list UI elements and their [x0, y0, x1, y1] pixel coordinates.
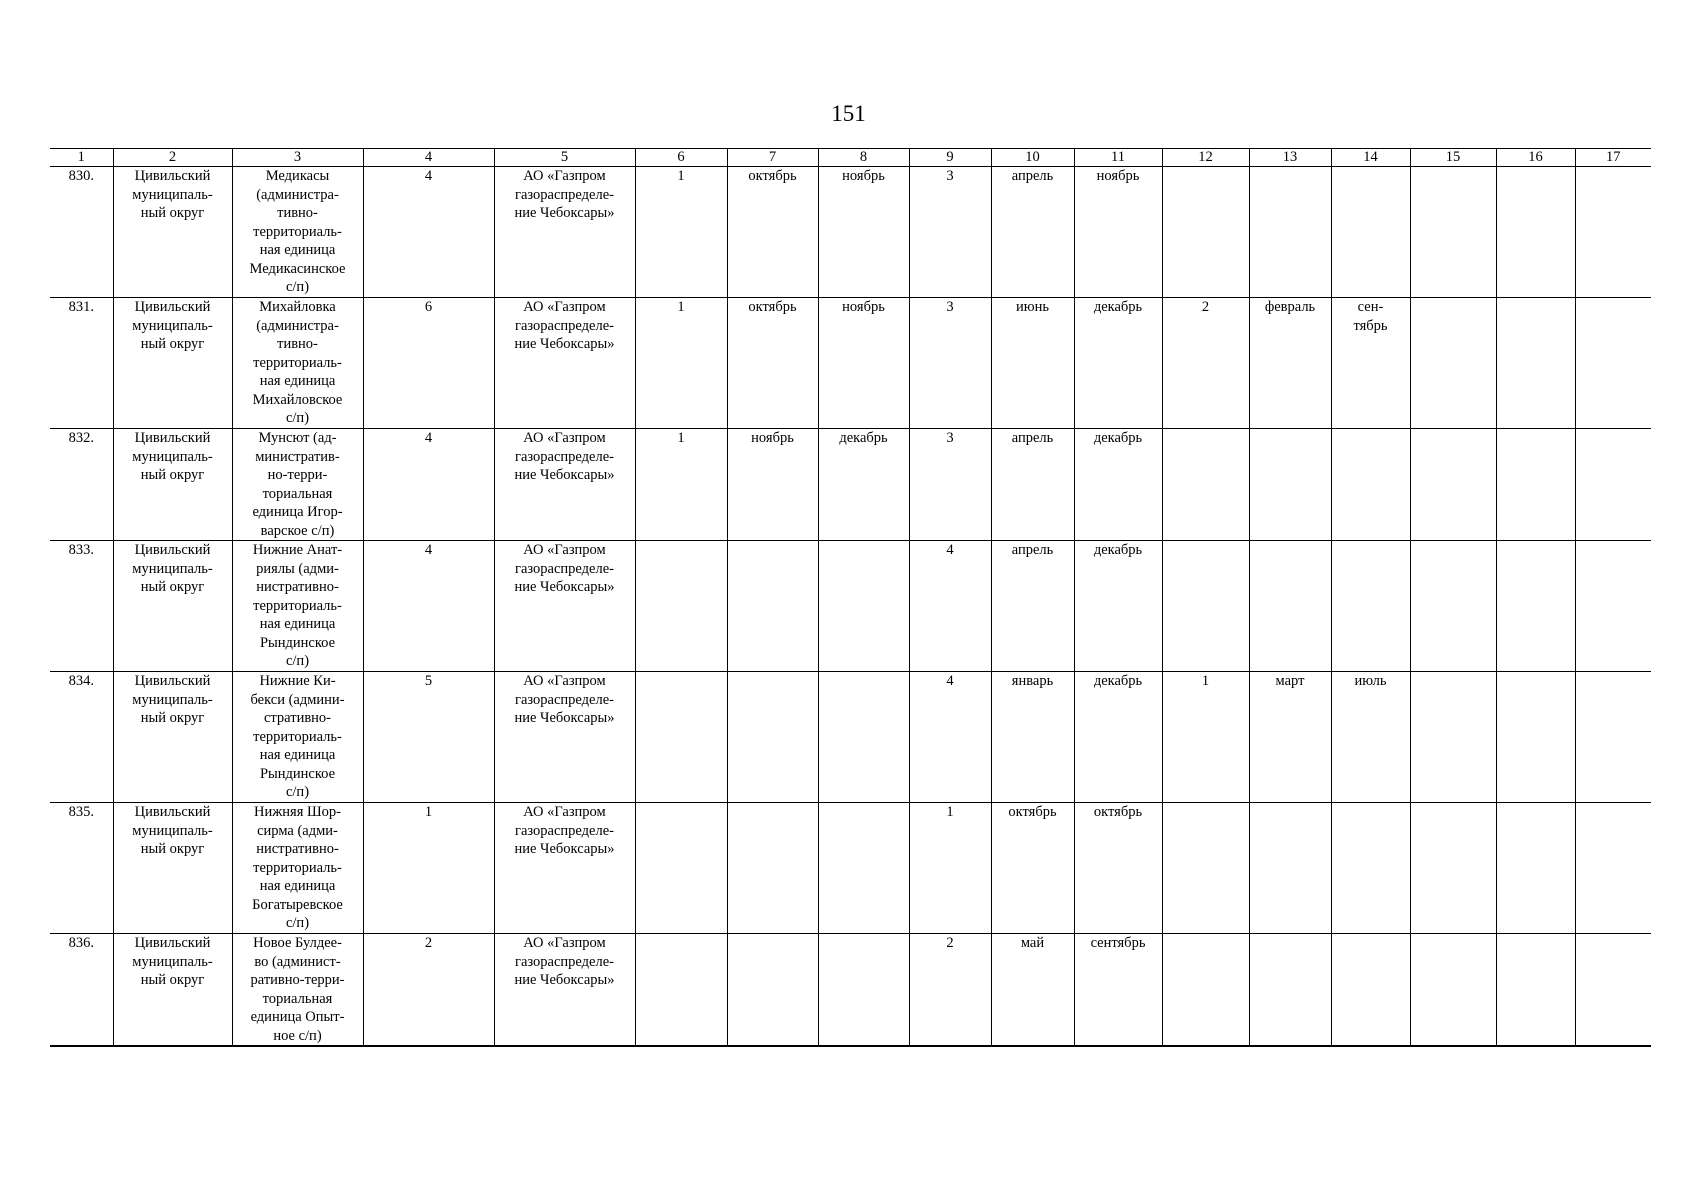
col11-cell — [1074, 541, 1162, 672]
col9-value: 3 — [946, 430, 954, 446]
col6-cell — [635, 298, 727, 429]
col16-cell — [1496, 167, 1575, 298]
col9-value: 3 — [946, 299, 954, 315]
column-header: 1 — [50, 149, 113, 167]
col12-cell — [1162, 934, 1249, 1047]
district-cell — [113, 541, 232, 672]
col16-cell — [1496, 298, 1575, 429]
col16-cell — [1496, 934, 1575, 1047]
col13-cell — [1249, 803, 1331, 934]
operator-cell — [494, 803, 635, 934]
col12-value: 1 — [1201, 673, 1210, 689]
locality-name: Нижняя Шор- сирма (адми- нистративно- территориаль- ная единица Богатыревское с/п) — [252, 804, 343, 931]
column-header: 7 — [727, 149, 818, 167]
col11-value: декабрь — [1093, 542, 1143, 558]
column-header: 11 — [1074, 149, 1162, 167]
locality-name: Нижние Анат- риялы (адми- нистративно- территориаль- ная единица Рындинское с/п) — [252, 542, 343, 669]
locality-cell — [232, 934, 363, 1047]
row-number: 833. — [68, 542, 94, 558]
col13-cell — [1249, 541, 1331, 672]
col8-cell — [818, 672, 909, 803]
operator-name: АО «Газпром газораспределе- ние Чебоксары» — [514, 935, 615, 988]
col10-cell — [991, 672, 1074, 803]
col8-value: ноябрь — [842, 168, 885, 184]
operator-name: АО «Газпром газораспределе- ние Чебоксары» — [514, 542, 615, 595]
col14-value: сен- тябрь — [1353, 299, 1388, 334]
col6-value: 1 — [677, 430, 685, 446]
operator-cell — [494, 298, 635, 429]
col14-cell — [1331, 672, 1410, 803]
col4-value: 6 — [424, 299, 433, 315]
col4-cell — [363, 298, 494, 429]
district-name: Цивильский муниципаль- ный округ — [132, 935, 213, 988]
col12-value: 2 — [1201, 299, 1210, 315]
col13-cell — [1249, 429, 1331, 541]
column-header: 6 — [635, 149, 727, 167]
table-row — [50, 298, 1651, 429]
col11-cell — [1074, 167, 1162, 298]
district-name: Цивильский муниципаль- ный округ — [132, 542, 213, 595]
col4-cell — [363, 803, 494, 934]
operator-name: АО «Газпром газораспределе- ние Чебоксары» — [514, 168, 615, 221]
col17-cell — [1575, 803, 1651, 934]
col14-value: июль — [1354, 673, 1387, 689]
col12-cell — [1162, 298, 1249, 429]
row-number: 830. — [68, 168, 94, 184]
col11-value: декабрь — [1093, 673, 1143, 689]
col6-value: 1 — [677, 168, 685, 184]
col9-cell — [909, 803, 991, 934]
locality-name: Михайловка (администра- тивно- территориаль- ная единица Михайловское с/п) — [252, 299, 343, 426]
column-header: 9 — [909, 149, 991, 167]
table-row — [50, 803, 1651, 934]
operator-cell — [494, 167, 635, 298]
district-cell — [113, 672, 232, 803]
column-header: 10 — [991, 149, 1074, 167]
col6-value: 1 — [677, 299, 685, 315]
col15-cell — [1410, 541, 1496, 672]
locality-cell — [232, 298, 363, 429]
row-number: 832. — [68, 430, 94, 446]
col4-value: 2 — [424, 935, 433, 951]
col7-cell — [727, 934, 818, 1047]
district-cell — [113, 167, 232, 298]
col7-cell — [727, 298, 818, 429]
col11-cell — [1074, 672, 1162, 803]
col9-cell — [909, 672, 991, 803]
table-row — [50, 429, 1651, 541]
col10-value: январь — [1011, 673, 1054, 689]
col10-cell — [991, 803, 1074, 934]
locality-cell — [232, 167, 363, 298]
col4-value: 4 — [424, 168, 433, 184]
col6-cell — [635, 803, 727, 934]
district-name: Цивильский муниципаль- ный округ — [132, 804, 213, 857]
locality-cell — [232, 429, 363, 541]
col14-cell — [1331, 934, 1410, 1047]
col10-value: апрель — [1011, 542, 1054, 558]
col8-value: декабрь — [839, 430, 888, 446]
locality-name: Новое Булдее- во (админист- ративно-терри- ториальная единица Опыт- ное с/п) — [250, 935, 345, 1044]
col11-value: декабрь — [1093, 430, 1143, 446]
column-header: 13 — [1249, 149, 1331, 167]
operator-cell — [494, 541, 635, 672]
col4-value: 1 — [424, 804, 433, 820]
col7-cell — [727, 167, 818, 298]
col14-cell — [1331, 429, 1410, 541]
col12-cell — [1162, 803, 1249, 934]
col12-cell — [1162, 167, 1249, 298]
col17-cell — [1575, 298, 1651, 429]
col12-cell — [1162, 672, 1249, 803]
col7-cell — [727, 672, 818, 803]
col8-cell — [818, 167, 909, 298]
column-header: 8 — [818, 149, 909, 167]
district-cell — [113, 934, 232, 1047]
col8-cell — [818, 298, 909, 429]
col9-value: 3 — [946, 168, 954, 184]
col9-cell — [909, 167, 991, 298]
col13-cell — [1249, 167, 1331, 298]
col15-cell — [1410, 803, 1496, 934]
col4-value: 4 — [424, 542, 433, 558]
col16-cell — [1496, 672, 1575, 803]
col9-cell — [909, 298, 991, 429]
col11-cell — [1074, 298, 1162, 429]
col8-cell — [818, 541, 909, 672]
col11-value: ноябрь — [1096, 168, 1140, 184]
col13-value: март — [1275, 673, 1305, 689]
col10-cell — [991, 429, 1074, 541]
col11-cell — [1074, 934, 1162, 1047]
locality-name: Медикасы (администра- тивно- территориаль- ная единица Медикасинское с/п) — [249, 168, 346, 295]
col10-cell — [991, 298, 1074, 429]
row-number-cell — [50, 298, 113, 429]
col7-value: октябрь — [748, 299, 797, 315]
col9-cell — [909, 541, 991, 672]
col9-value: 4 — [946, 542, 954, 558]
col13-cell — [1249, 672, 1331, 803]
col10-cell — [991, 934, 1074, 1047]
col11-cell — [1074, 803, 1162, 934]
col8-value: ноябрь — [842, 299, 885, 315]
col4-cell — [363, 167, 494, 298]
column-header: 14 — [1331, 149, 1410, 167]
col17-cell — [1575, 167, 1651, 298]
district-cell — [113, 298, 232, 429]
operator-cell — [494, 934, 635, 1047]
col15-cell — [1410, 167, 1496, 298]
locality-name: Нижние Ки- бекси (админи- стративно- территориаль- ная единица Рындинское с/п) — [250, 673, 345, 800]
col4-value: 4 — [424, 430, 433, 446]
col10-value: октябрь — [1008, 804, 1057, 820]
column-header: 3 — [232, 149, 363, 167]
col15-cell — [1410, 429, 1496, 541]
col4-value: 5 — [424, 673, 433, 689]
row-number-cell — [50, 541, 113, 672]
schedule-table — [50, 148, 1651, 1047]
col10-value: май — [1020, 935, 1045, 951]
table-row — [50, 672, 1651, 803]
district-name: Цивильский муниципаль- ный округ — [132, 299, 213, 352]
row-number: 831. — [68, 299, 94, 315]
col11-value: декабрь — [1093, 299, 1143, 315]
col16-cell — [1496, 541, 1575, 672]
col14-cell — [1331, 298, 1410, 429]
locality-cell — [232, 803, 363, 934]
col10-cell — [991, 541, 1074, 672]
row-number-cell — [50, 934, 113, 1047]
col7-cell — [727, 429, 818, 541]
col12-cell — [1162, 429, 1249, 541]
col10-cell — [991, 167, 1074, 298]
district-name: Цивильский муниципаль- ный округ — [132, 430, 213, 483]
col14-cell — [1331, 803, 1410, 934]
col14-cell — [1331, 541, 1410, 672]
col13-cell — [1249, 298, 1331, 429]
operator-name: АО «Газпром газораспределе- ние Чебоксары» — [514, 673, 615, 726]
table-row — [50, 934, 1651, 1047]
col17-cell — [1575, 672, 1651, 803]
col7-value: октябрь — [748, 168, 797, 184]
col8-cell — [818, 934, 909, 1047]
col17-cell — [1575, 934, 1651, 1047]
row-number: 834. — [68, 673, 94, 689]
col16-cell — [1496, 429, 1575, 541]
column-header: 2 — [113, 149, 232, 167]
district-cell — [113, 429, 232, 541]
col14-cell — [1331, 167, 1410, 298]
col9-value: 2 — [946, 935, 954, 951]
district-name: Цивильский муниципаль- ный округ — [132, 168, 213, 221]
col11-value: октябрь — [1093, 804, 1143, 820]
row-number-cell — [50, 672, 113, 803]
col13-value: февраль — [1264, 299, 1316, 315]
col6-cell — [635, 672, 727, 803]
col4-cell — [363, 541, 494, 672]
column-number-row — [50, 149, 1651, 167]
column-header: 17 — [1575, 149, 1651, 167]
col7-value: ноябрь — [751, 430, 794, 446]
row-number-cell — [50, 429, 113, 541]
column-header: 12 — [1162, 149, 1249, 167]
col8-cell — [818, 429, 909, 541]
column-header: 4 — [363, 149, 494, 167]
col4-cell — [363, 429, 494, 541]
operator-cell — [494, 672, 635, 803]
operator-name: АО «Газпром газораспределе- ние Чебоксары» — [514, 804, 615, 857]
col4-cell — [363, 934, 494, 1047]
col9-cell — [909, 934, 991, 1047]
locality-cell — [232, 672, 363, 803]
page-number: 151 — [831, 101, 866, 126]
col9-value: 4 — [946, 673, 954, 689]
col16-cell — [1496, 803, 1575, 934]
col4-cell — [363, 672, 494, 803]
col6-cell — [635, 541, 727, 672]
col15-cell — [1410, 672, 1496, 803]
col7-cell — [727, 541, 818, 672]
table-row — [50, 541, 1651, 672]
row-number: 835. — [68, 804, 94, 820]
column-header: 16 — [1496, 149, 1575, 167]
col9-value: 1 — [946, 804, 954, 820]
col9-cell — [909, 429, 991, 541]
operator-name: АО «Газпром газораспределе- ние Чебоксары» — [514, 430, 615, 483]
column-header: 15 — [1410, 149, 1496, 167]
column-header: 5 — [494, 149, 635, 167]
operator-name: АО «Газпром газораспределе- ние Чебоксары» — [514, 299, 615, 352]
locality-name: Мунсют (ад- министратив- но-терри- ториальная единица Игор- варское с/п) — [252, 430, 343, 539]
col10-value: апрель — [1011, 168, 1054, 184]
table-row — [50, 167, 1651, 298]
row-number: 836. — [68, 935, 94, 951]
col17-cell — [1575, 541, 1651, 672]
locality-cell — [232, 541, 363, 672]
col10-value: апрель — [1011, 430, 1054, 446]
col10-value: июнь — [1016, 299, 1049, 315]
col15-cell — [1410, 298, 1496, 429]
col6-cell — [635, 934, 727, 1047]
district-cell — [113, 803, 232, 934]
col12-cell — [1162, 541, 1249, 672]
col7-cell — [727, 803, 818, 934]
col15-cell — [1410, 934, 1496, 1047]
col13-cell — [1249, 934, 1331, 1047]
col8-cell — [818, 803, 909, 934]
row-number-cell — [50, 803, 113, 934]
district-name: Цивильский муниципаль- ный округ — [132, 673, 213, 726]
col6-cell — [635, 167, 727, 298]
row-number-cell — [50, 167, 113, 298]
operator-cell — [494, 429, 635, 541]
col11-value: сентябрь — [1090, 935, 1146, 951]
col6-cell — [635, 429, 727, 541]
col11-cell — [1074, 429, 1162, 541]
col17-cell — [1575, 429, 1651, 541]
